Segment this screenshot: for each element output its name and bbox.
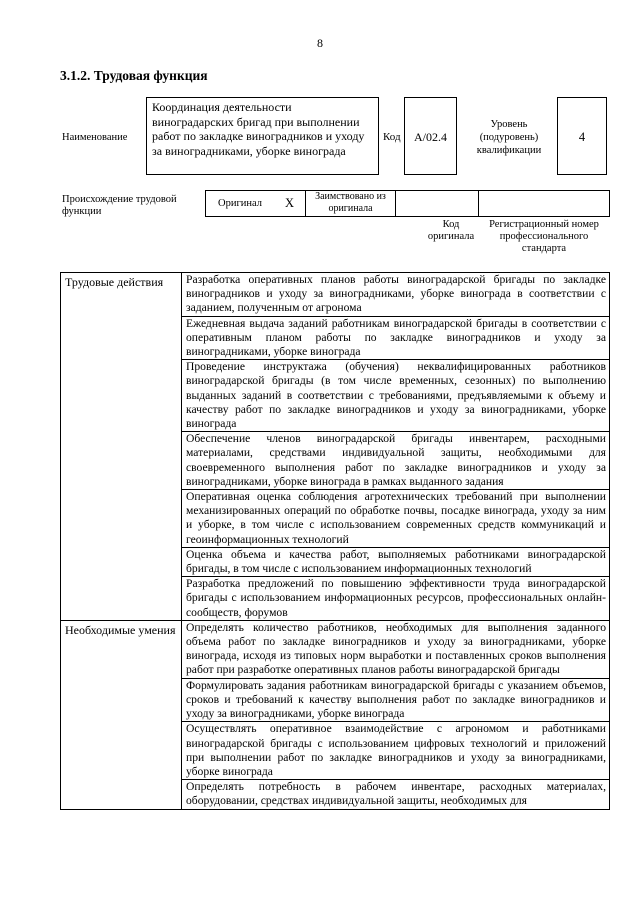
naming-label: Наименование bbox=[62, 132, 128, 143]
skill-item: Определять количество работников, необходимых для выполнения заданного объема работ по закладке виноградников и уходу за виноградниками, уборке винограда, исходя из типовых норм выработки и поставленных сроков выполнения работ при разработке оперативных планов работы виноградарской бригады bbox=[182, 620, 610, 678]
labor-action-item: Оценка объема и качества работ, выполняемых работниками виноградарской бригады, в том числе с использованием информационных технологий bbox=[182, 547, 610, 576]
section-title: 3.1.2. Трудовая функция bbox=[60, 68, 208, 83]
skill-item: Осуществлять оперативное взаимодействие с агрономом и работниками виноградарской бригады с использованием цифровых технологий и приложений при выполнении работ по закладке виноградников и уходу за виноградниками, уборке винограда bbox=[182, 722, 610, 780]
labor-action-item: Обеспечение членов виноградарской бригады инвентарем, расходными материалами, средствами индивидуальной защиты, необходимыми для своевременного выполнения работ по закладке виноградников и уходу за виноградниками, уборке винограда в рамках выданного задания bbox=[182, 432, 610, 490]
origin-table bbox=[205, 190, 610, 217]
labor-action-item: Разработка предложений по повышению эффективности труда виноградарской бригады с использованием информационных ресурсов, профессиональных онлайн-сообществ, форумов bbox=[182, 577, 610, 621]
registration-number-caption: Регистрационный номер профессионального стандарта bbox=[489, 219, 599, 254]
labor-action-item: Оперативная оценка соблюдения агротехнических требований при выполнении механизированных операций по обработке почвы, посадке винограда, уходу за ним и уборке, в том числе с использованием современных средств коммуникаций и геоинформационных технологий bbox=[182, 490, 610, 548]
original-mark: X bbox=[285, 196, 295, 210]
code-value: А/02.4 bbox=[414, 130, 447, 144]
table-row bbox=[61, 620, 610, 678]
origin-label: Происхождение трудовой функции bbox=[62, 194, 177, 217]
function-name-value: Координация деятельности виноградарских бригад при выполнении работ по закладке виноградников и уходу за виноградниками, уборке винограда bbox=[152, 100, 365, 158]
borrowed-label: Заимствовано из оригинала bbox=[315, 191, 386, 214]
labor-action-item: Разработка оперативных планов работы виноградарской бригады по закладке виноградников и уходу за виноградниками, уборке винограда в соответствии с заданием, полученным от агронома bbox=[182, 273, 610, 317]
skill-item: Формулировать задания работникам виноградарской бригады с указанием объемов, сроков и требований к качеству выполнения работ по закладке виноградников и уходу за виноградниками, уборке винограда bbox=[182, 678, 610, 722]
original-label: Оригинал bbox=[218, 198, 262, 209]
level-value: 4 bbox=[578, 130, 586, 144]
labor-action-item: Ежедневная выдача заданий работникам виноградарской бригады в соответствии с оперативным планом работы по закладке виноградников и уходу за виноградниками, уборке винограда bbox=[182, 316, 610, 360]
required-skills-header: Необходимые умения bbox=[61, 620, 182, 809]
code-label: Код bbox=[383, 131, 401, 143]
labor-actions-header: Трудовые действия bbox=[61, 273, 182, 621]
labor-action-item: Проведение инструктажа (обучения) неквалифицированных работников виноградарской бригады (в том числе временных, сезонных) по выполнению выданных заданий в соответствии с требованиями, предъявляемыми к объему и качеству работ по закладке виноградников и уходу за виноградниками, уборке винограда bbox=[182, 360, 610, 432]
table-row bbox=[61, 273, 610, 317]
skill-item: Определять потребность в рабочем инвентаре, расходных материалах, оборудовании, средствах индивидуальной защиты, необходимых для bbox=[182, 780, 610, 809]
labor-function-table bbox=[60, 272, 610, 810]
page-number: 8 bbox=[317, 36, 323, 50]
code-original-caption: Код оригинала bbox=[427, 219, 475, 242]
qualification-level-label: Уровень (подуровень) квалификации bbox=[476, 119, 542, 156]
